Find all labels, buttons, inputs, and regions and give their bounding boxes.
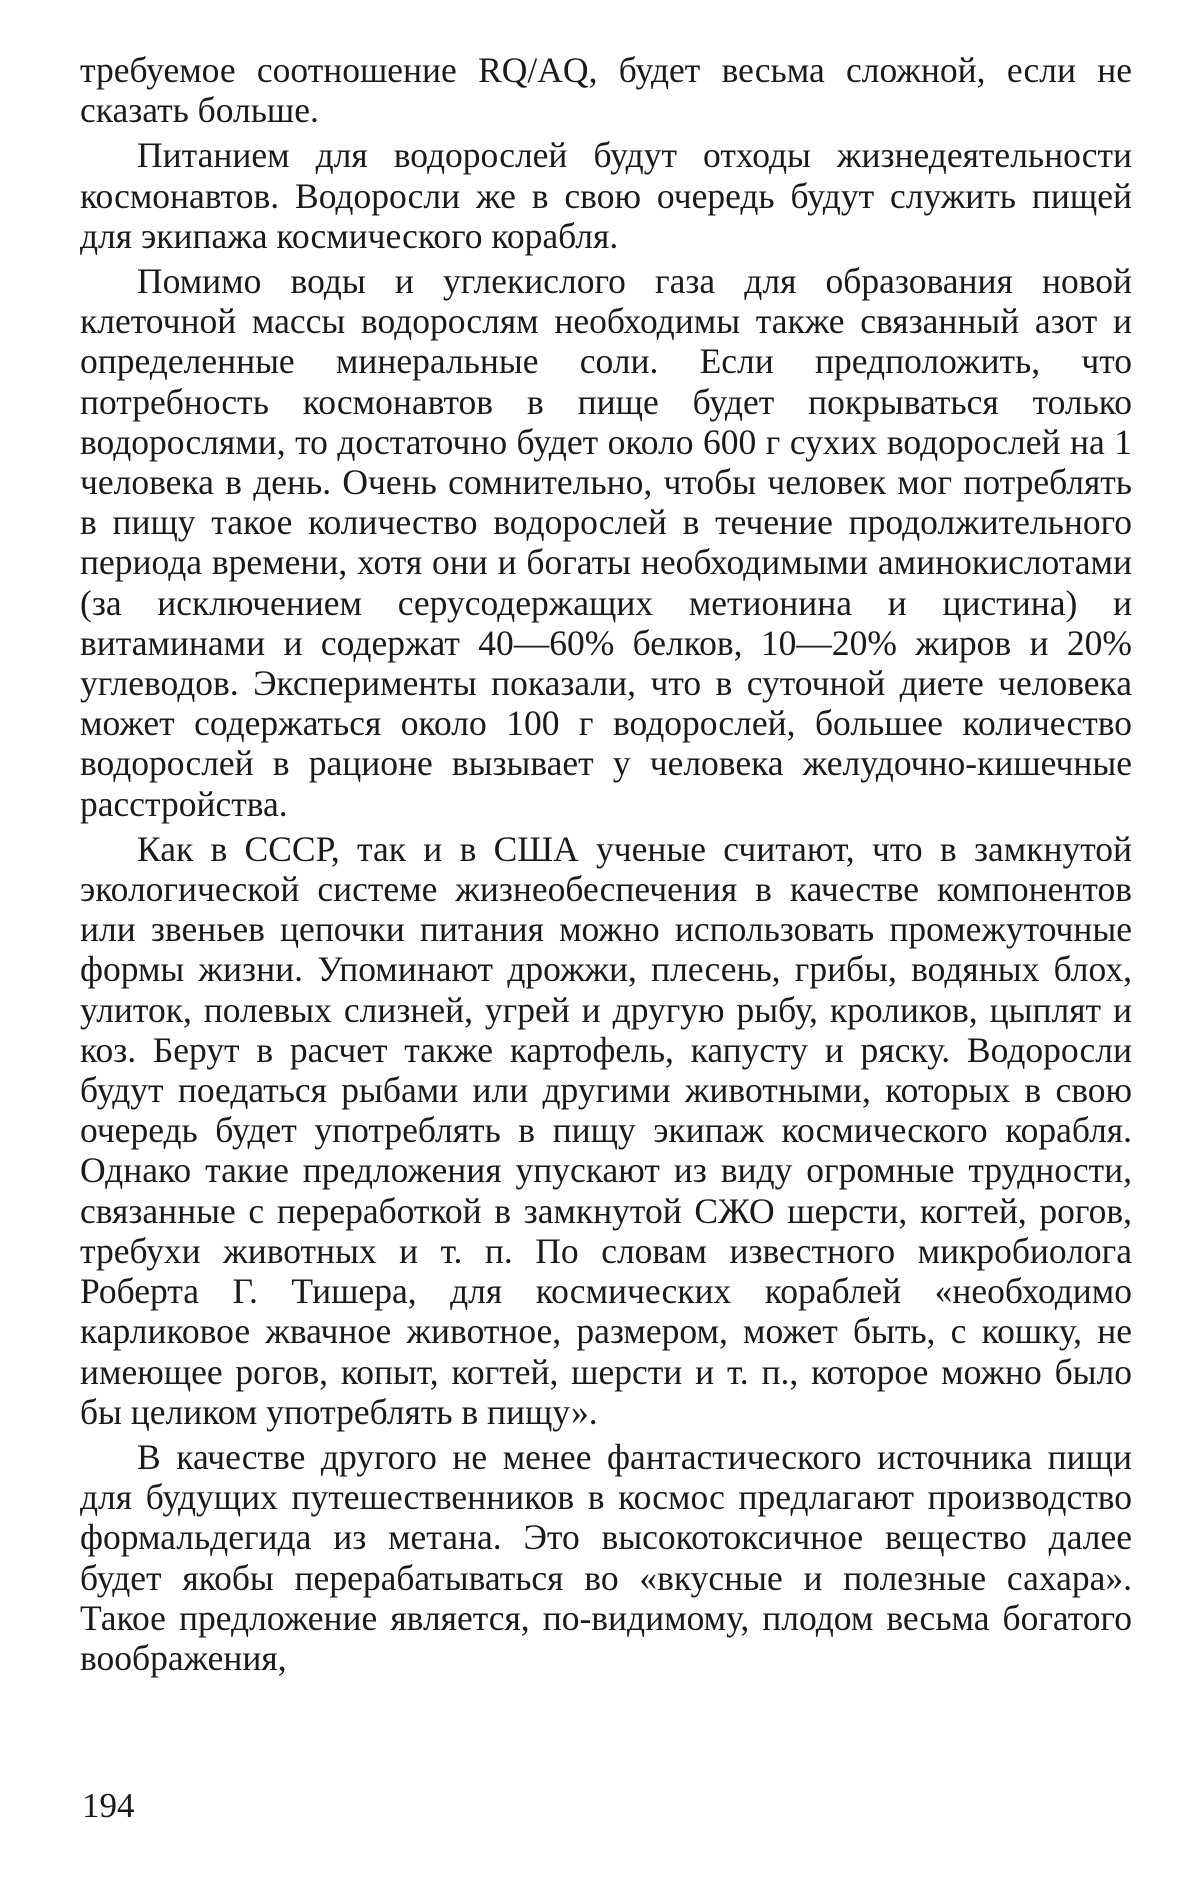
paragraph-5: В качестве другого не менее фантастического источника пищи для будущих путешественников в космос предлагают производство формальдегида из метана. Это высокотоксичное вещество далее будет якобы перерабатываться во «вкусные и полезные сахара». Такое предложение является, по-видимому, плодом весьма богатого воображения, [80, 1436, 1132, 1678]
paragraph-2: Питанием для водорослей будут отходы жизнедеятельности космонавтов. Водоросли же в свою очередь будут служить пищей для экипажа космического корабля. [80, 135, 1132, 256]
paragraph-4: Как в СССР, так и в США ученые считают, что в замкнутой экологической системе жизнеобеспечения в качестве компонентов или звеньев цепочки питания можно использовать промежуточные формы жизни. Упоминают дрожжи, плесень, грибы, водяных блох, улиток, полевых слизней, угрей и другую рыбу, кроликов, цыплят и коз. Берут в расчет также картофель, капусту и ряску. Водоросли будут поедаться рыбами или другими животными, которых в свою очередь будет употреблять в пищу экипаж космического корабля. Однако такие предложения упускают из виду огромные трудности, связанные с переработкой в замкнутой СЖО шерсти, когтей, рогов, требухи животных и т. п. По словам известного микробиолога Роберта Г. Тишера, для космических кораблей «необходимо карликовое жвачное животное, размером, может быть, с кошку, не имеющее рогов, копыт, когтей, шерсти и т. п., которое можно было бы целиком употреблять в пищу». [80, 828, 1132, 1432]
paragraph-3: Помимо воды и углекислого газа для образования новой клеточной массы водорослям необходимы также связанный азот и определенные минеральные соли. Если предположить, что потребность космонавтов в пище будет покрываться только водорослями, то достаточно будет около 600 г сухих водорослей на 1 человека в день. Очень сомнительно, чтобы человек мог потреблять в пищу такое количество водорослей в течение продолжительного периода времени, хотя они и богаты необходимыми аминокислотами (за исключением серусодержащих метионина и цистина) и витаминами и содержат 40—60% белков, 10—20% жиров и 20% углеводов. Эксперименты показали, что в суточной диете человека может содержаться около 100 г водорослей, большее количество водорослей в рационе вызывает у человека желудочно-кишечные расстройства. [80, 261, 1132, 824]
paragraph-1: требуемое соотношение RQ/AQ, будет весьма сложной, если не сказать больше. [80, 50, 1132, 131]
page-number: 194 [82, 1786, 135, 1825]
page-body [80, 50, 1132, 1683]
